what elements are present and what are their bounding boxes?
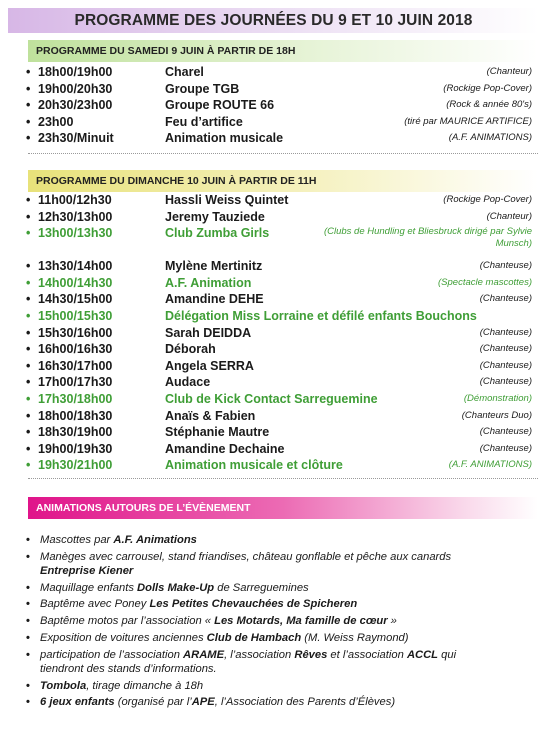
act-name: Sarah DEIDDA	[165, 325, 252, 340]
item-text: qui	[438, 648, 457, 661]
act-note: (Rockige Pop-Cover)	[443, 194, 532, 205]
bullet-icon: •	[26, 226, 31, 241]
item-text: participation de l’association	[40, 648, 184, 661]
sunday-header: PROGRAMME DU DIMANCHE 10 JUIN À PARTIR DE 11H	[36, 175, 317, 187]
time-slot: 16h30/17h00	[38, 358, 113, 373]
bullet-icon: •	[26, 209, 31, 224]
schedule-row	[26, 258, 536, 275]
act-name: Jeremy Tauziede	[165, 209, 265, 224]
act-note: (Spectacle mascottes)	[438, 276, 532, 288]
act-note: (A.F. ANIMATIONS)	[448, 132, 532, 144]
act-note: (Chanteuse)	[479, 343, 532, 355]
act-name: Animation musicale	[165, 131, 284, 146]
schedule-row	[26, 441, 536, 458]
schedule-row	[26, 408, 536, 425]
bullet-icon: •	[26, 441, 31, 456]
list-item	[26, 648, 531, 676]
highlight-text: Les Petites Chevauchées de Spicheren	[149, 598, 358, 611]
bullet-icon: •	[26, 425, 31, 440]
highlight-text: APE	[191, 696, 215, 709]
act-note: (Rock & année 80's)	[446, 99, 532, 111]
page-title: PROGRAMME DES JOURNÉES DU 9 ET 10 JUIN 2018	[74, 11, 473, 29]
schedule-row	[26, 192, 536, 209]
item-text: »	[387, 615, 397, 628]
schedule-row	[26, 97, 536, 114]
time-slot: 19h30/21h00	[38, 458, 113, 473]
highlight-text: Entreprise Kiener	[40, 564, 134, 577]
item-text: de Sarreguemines	[214, 581, 309, 594]
act-name: Angela SERRA	[165, 358, 254, 373]
bullet-icon: •	[26, 631, 30, 644]
time-slot: 16h00/16h30	[38, 342, 113, 357]
act-note: (Chanteuse)	[479, 442, 532, 454]
time-slot: 13h30/14h00	[38, 259, 113, 274]
list-item	[26, 679, 531, 693]
act-name: Club de Kick Contact Sarreguemine	[165, 391, 378, 406]
list-item	[26, 597, 531, 611]
act-note: (tiré par MAURICE ARTIFICE)	[404, 115, 532, 127]
time-slot: 17h30/18h00	[38, 391, 113, 406]
list-item	[26, 695, 531, 709]
act-name: Délégation Miss Lorraine et défilé enfants Bouchons	[165, 308, 477, 323]
bullet-icon: •	[26, 259, 31, 274]
schedule-row	[26, 64, 536, 81]
item-text: Maquillage enfants	[40, 581, 138, 594]
highlight-text: Dolls Make-Up	[137, 581, 215, 594]
schedule-row	[26, 114, 536, 131]
schedule-row	[26, 225, 536, 258]
schedule-row	[26, 291, 536, 308]
act-name: Amandine DEHE	[165, 292, 264, 307]
highlight-text: 6 jeux enfants	[40, 696, 115, 709]
item-text: (organisé par l’	[114, 696, 192, 709]
list-item	[26, 614, 531, 628]
item-text: tiendront des stands d’informations.	[40, 662, 217, 675]
act-name: Animation musicale et clôture	[165, 458, 343, 473]
act-note: (Chanteuse)	[479, 326, 532, 338]
act-name: Anaïs & Fabien	[165, 408, 256, 423]
time-slot: 13h00/13h30	[38, 226, 113, 241]
time-slot: 20h30/23h00	[38, 98, 113, 113]
time-slot: 19h00/19h30	[38, 441, 113, 456]
act-name: Club Zumba Girls	[165, 226, 270, 241]
schedule-row	[26, 209, 536, 226]
time-slot: 15h00/15h30	[38, 308, 113, 323]
sunday-header-bar	[28, 170, 538, 192]
bullet-icon: •	[26, 534, 30, 546]
act-note: (Chanteuse)	[479, 376, 532, 388]
act-name: Déborah	[165, 342, 216, 357]
highlight-text: ARAME	[183, 648, 225, 661]
act-note: (Chanteurs Duo)	[461, 409, 532, 421]
item-text: Mascottes par	[40, 534, 114, 546]
bullet-icon: •	[26, 696, 30, 709]
highlight-text: Club de Hambach	[206, 631, 302, 644]
bullet-icon: •	[26, 131, 31, 146]
list-item	[26, 550, 531, 578]
act-name: A.F. Animation	[165, 275, 252, 290]
bullet-icon: •	[26, 114, 31, 129]
item-text: Baptême avec Poney	[40, 598, 150, 611]
schedule-row	[26, 424, 536, 441]
time-slot: 14h00/14h30	[38, 275, 113, 290]
item-text: Exposition de voitures anciennes	[40, 631, 207, 644]
schedule-row	[26, 374, 536, 391]
list-item	[26, 581, 531, 595]
item-text: , l’Association des Parents d’Élèves)	[214, 696, 396, 709]
act-note: (Chanteuse)	[479, 293, 532, 305]
animations-list	[26, 533, 531, 712]
saturday-header: PROGRAMME DU SAMEDI 9 JUIN À PARTIR DE 18H	[36, 45, 296, 57]
bullet-icon: •	[26, 550, 30, 563]
bullet-icon: •	[26, 193, 31, 207]
bullet-icon: •	[26, 308, 31, 323]
highlight-text: ACCL	[406, 648, 439, 661]
bullet-icon: •	[26, 598, 30, 611]
bullet-icon: •	[26, 358, 31, 373]
act-note: (Chanteuse)	[479, 359, 532, 371]
act-note: (Clubs de Hundling et Bliesbruck dirigé par Sylvie Munsch)	[323, 226, 532, 250]
act-note: (A.F. ANIMATIONS)	[448, 459, 532, 471]
time-slot: 19h00/20h30	[38, 81, 113, 96]
list-item	[26, 631, 531, 645]
act-name: Charel	[165, 65, 204, 79]
act-note: (Chanteur)	[486, 66, 532, 77]
time-slot: 23h30/Minuit	[38, 131, 114, 146]
animations-header-bar	[28, 497, 538, 519]
highlight-text: A.F. Animations	[113, 534, 197, 546]
bullet-icon: •	[26, 292, 31, 307]
bullet-icon: •	[26, 275, 31, 290]
item-text: Baptême motos par l’association «	[40, 615, 215, 628]
act-name: Feu d’artifice	[165, 114, 243, 129]
schedule-row	[26, 325, 536, 342]
schedule-row	[26, 275, 536, 292]
animations-header: ANIMATIONS AUTOURS DE L’ÉVÈNEMENT	[36, 502, 251, 514]
act-note: (Chanteuse)	[479, 426, 532, 438]
time-slot: 18h00/18h30	[38, 408, 113, 423]
act-note: (Démonstration)	[463, 392, 532, 404]
act-name: Groupe TGB	[165, 81, 240, 96]
bullet-icon: •	[26, 81, 31, 96]
act-name: Audace	[165, 375, 211, 390]
schedule-row	[26, 130, 536, 147]
schedule-row	[26, 457, 536, 474]
time-slot: 14h30/15h00	[38, 292, 113, 307]
saturday-schedule	[26, 64, 536, 147]
schedule-row	[26, 308, 536, 325]
time-slot: 15h30/16h00	[38, 325, 113, 340]
schedule-row	[26, 358, 536, 375]
bullet-icon: •	[26, 458, 31, 473]
page-title-bar	[8, 8, 539, 33]
list-item	[26, 533, 531, 547]
bullet-icon: •	[26, 408, 31, 423]
act-name: Groupe ROUTE 66	[165, 98, 275, 113]
time-slot: 12h30/13h00	[38, 209, 113, 224]
act-name: Stéphanie Mautre	[165, 425, 270, 440]
bullet-icon: •	[26, 98, 31, 113]
schedule-row	[26, 81, 536, 98]
highlight-text: Rêves	[294, 648, 328, 661]
time-slot: 18h00/19h00	[38, 65, 113, 79]
schedule-row	[26, 391, 536, 408]
act-name: Mylène Mertinitz	[165, 259, 263, 274]
bullet-icon: •	[26, 342, 31, 357]
divider	[28, 478, 538, 479]
highlight-text: Tombola	[40, 679, 87, 692]
saturday-header-bar	[28, 40, 538, 62]
bullet-icon: •	[26, 615, 30, 628]
bullet-icon: •	[26, 581, 30, 594]
act-name: Amandine Dechaine	[165, 441, 285, 456]
act-note: (Chanteuse)	[479, 260, 532, 272]
bullet-icon: •	[26, 375, 31, 390]
bullet-icon: •	[26, 679, 30, 692]
act-name: Hassli Weiss Quintet	[165, 193, 289, 207]
bullet-icon: •	[26, 325, 31, 340]
time-slot: 17h00/17h30	[38, 375, 113, 390]
time-slot: 23h00	[38, 114, 74, 129]
act-note: (Chanteur)	[486, 210, 532, 222]
time-slot: 18h30/19h00	[38, 425, 113, 440]
bullet-icon: •	[26, 391, 31, 406]
time-slot: 11h00/12h30	[38, 193, 112, 207]
divider	[28, 153, 538, 154]
schedule-row	[26, 341, 536, 358]
sunday-schedule	[26, 192, 536, 474]
item-text: , l’association	[224, 648, 295, 661]
act-note: (Rockige Pop-Cover)	[443, 82, 532, 94]
bullet-icon: •	[26, 65, 31, 79]
item-text: , tirage dimanche à 18h	[86, 679, 204, 692]
item-text: et l’association	[327, 648, 407, 661]
bullet-icon: •	[26, 648, 30, 661]
highlight-text: Les Motards, Ma famille de cœur	[214, 615, 388, 628]
item-text: (M. Weiss Raymond)	[301, 631, 409, 644]
item-text: Manèges avec carrousel, stand friandises, château gonflable et pêche aux canards	[40, 550, 452, 563]
